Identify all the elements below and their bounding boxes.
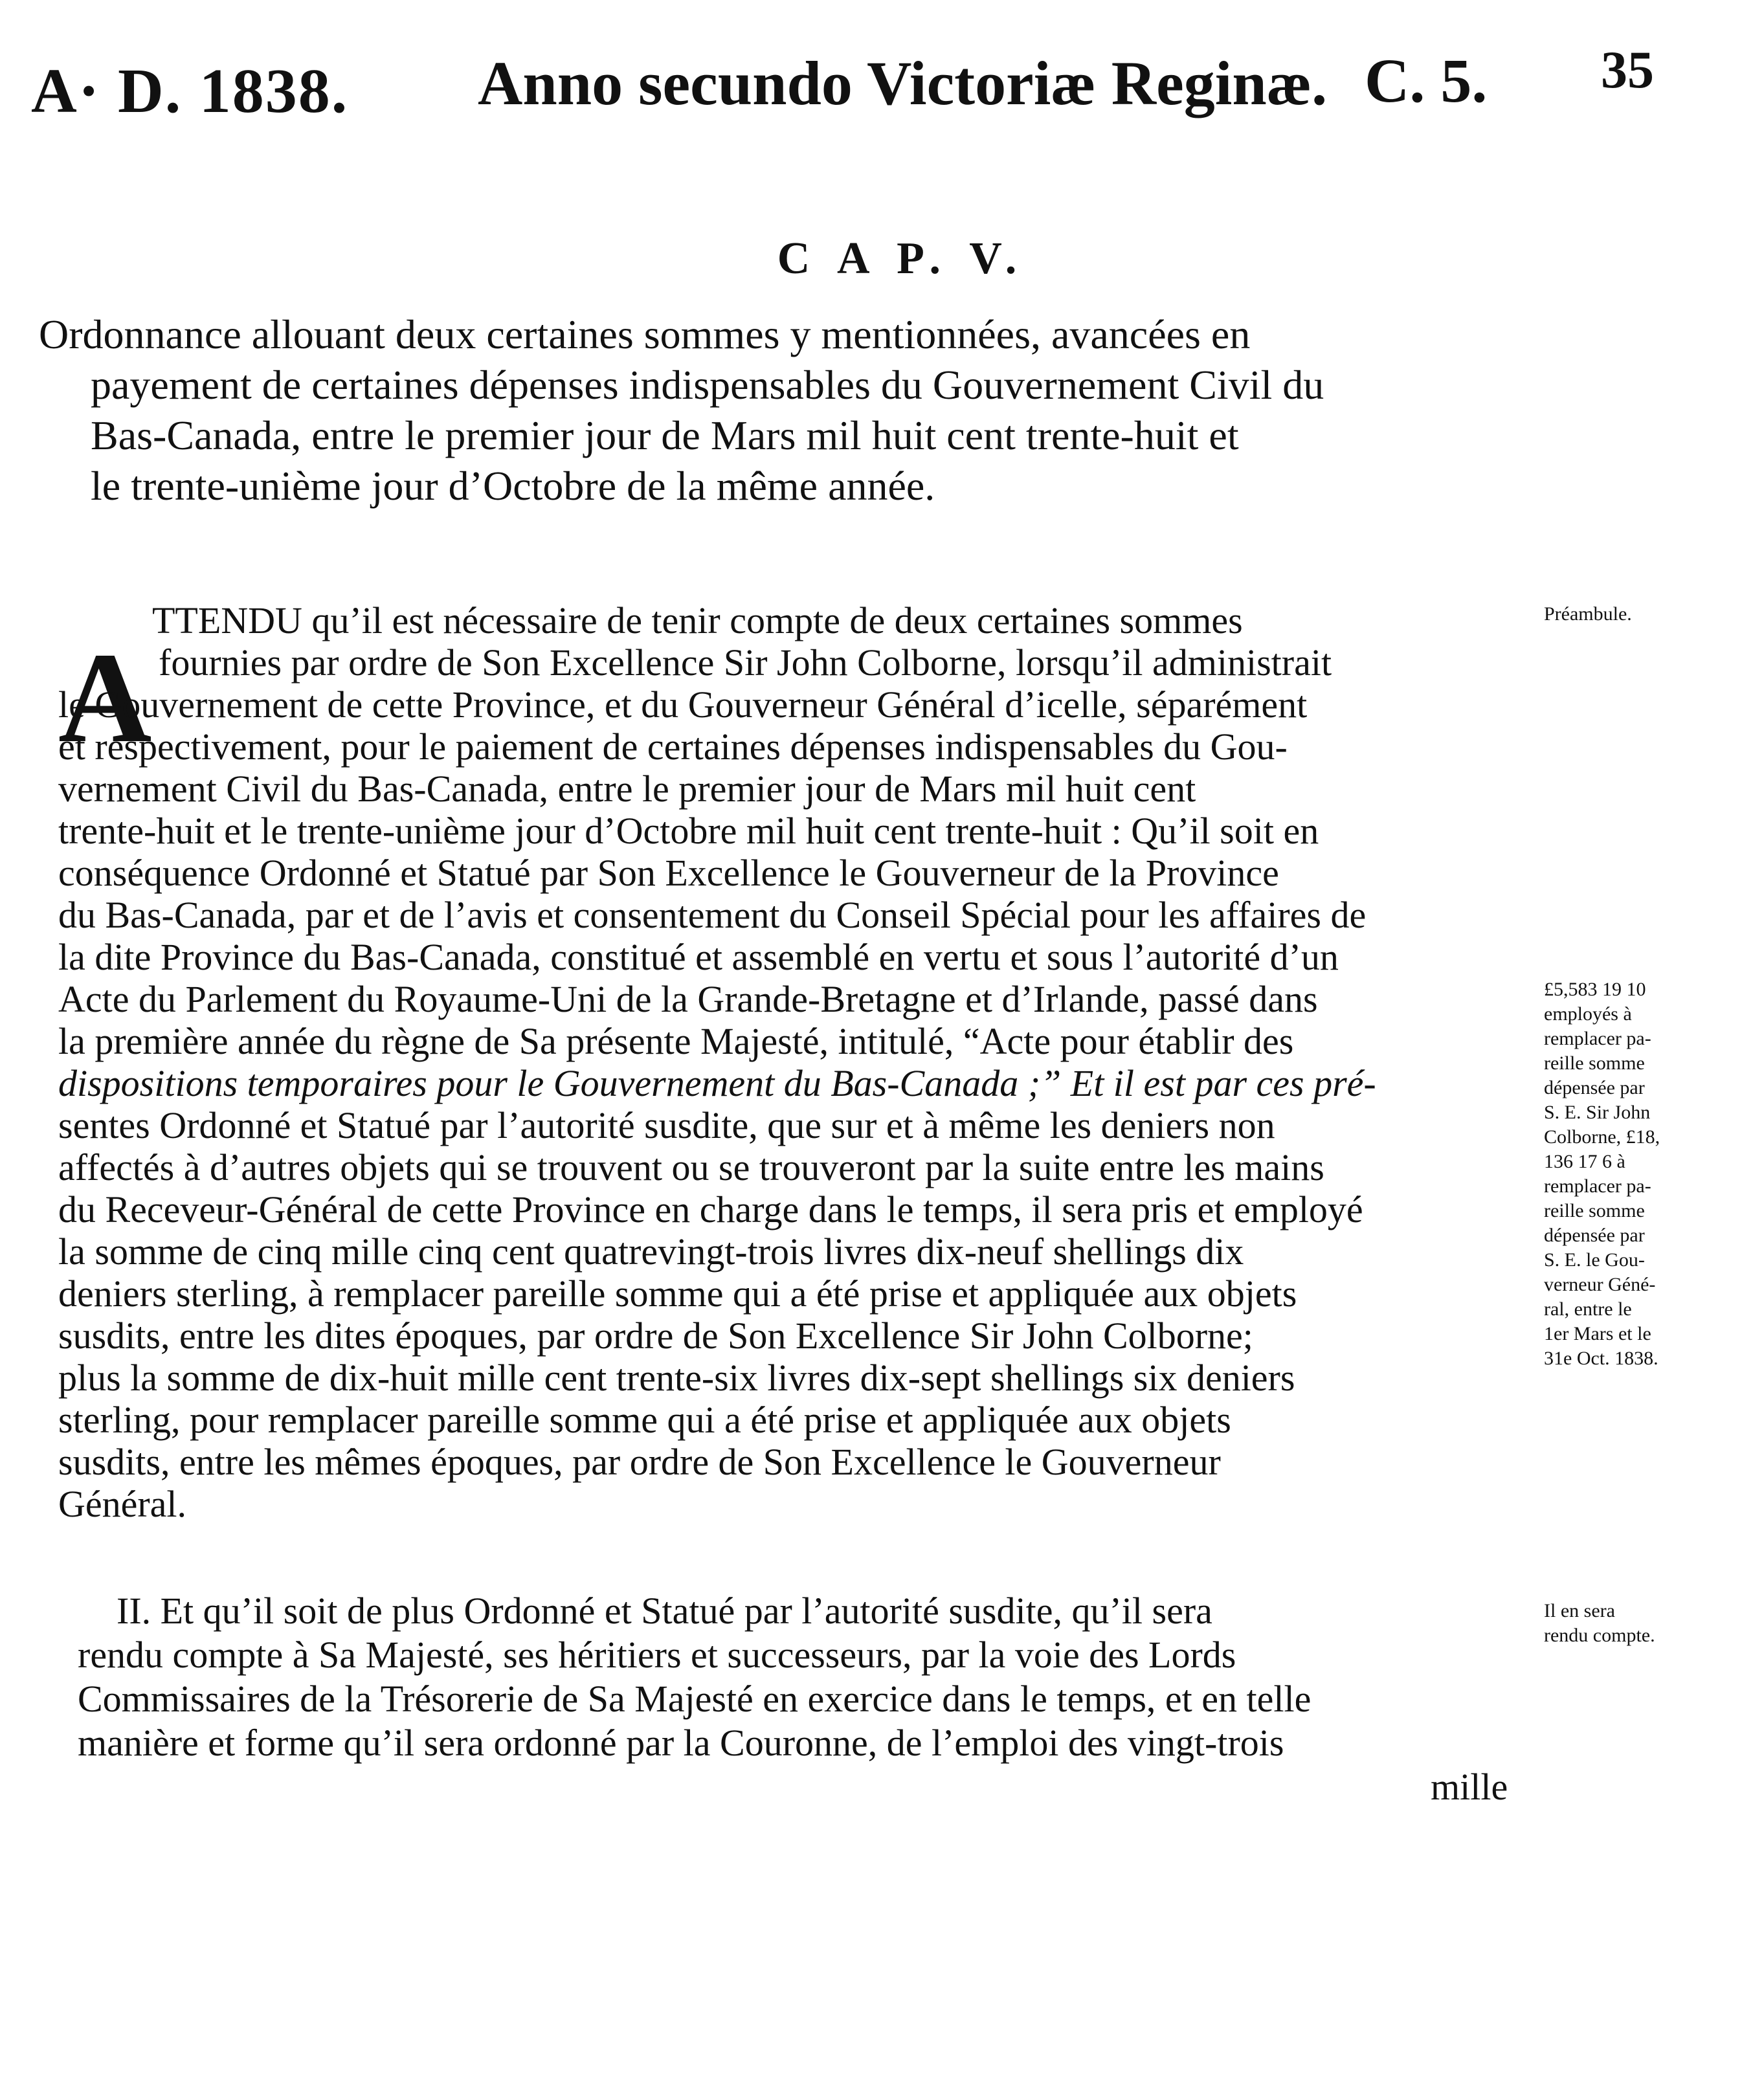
body-line: du Bas-Canada, par et de l’avis et consentement du Conseil Spécial pour les affaires de — [58, 894, 1367, 936]
body-line: plus la somme de dix-huit mille cent trente-six livres dix-sept shellings six deniers — [58, 1357, 1295, 1399]
marginal-note-line: remplacer pa- — [1544, 1175, 1651, 1197]
body-line: la somme de cinq mille cinq cent quatrevingt-trois livres dix-neuf shellings dix — [58, 1230, 1244, 1273]
marginal-note-line: verneur Géné- — [1544, 1274, 1656, 1295]
body-line: susdits, entre les mêmes époques, par ordre de Son Excellence le Gouverneur — [58, 1441, 1221, 1483]
marginal-note-line: reille somme — [1544, 1200, 1645, 1221]
marginal-note-line: dépensée par — [1544, 1225, 1645, 1246]
body-line: et respectivement, pour le paiement de certaines dépenses indispensables du Gou- — [58, 726, 1288, 768]
body-line: Acte du Parlement du Royaume-Uni de la Grande-Bretagne et d’Irlande, passé dans — [58, 978, 1318, 1020]
marginal-note-line: 136 17 6 à — [1544, 1151, 1625, 1172]
page-number: 35 — [1601, 40, 1654, 99]
header-year: A· D. 1838. — [31, 56, 349, 126]
body-line: sterling, pour remplacer pareille somme qui a été prise et appliquée aux objets — [58, 1399, 1231, 1441]
marginal-note-line: 1er Mars et le — [1544, 1323, 1651, 1344]
header-chapter: C. 5. — [1365, 46, 1488, 115]
marginal-note-line: Préambule. — [1544, 603, 1632, 625]
body-line: du Receveur-Général de cette Province en charge dans le temps, il sera pris et employé — [58, 1188, 1363, 1230]
title-line: Ordonnance allouant deux certaines sommes y mentionnées, avancées en — [39, 311, 1251, 357]
marginal-note-line: rendu compte. — [1544, 1625, 1655, 1646]
title-line: le trente-unième jour d’Octobre de la même année. — [91, 463, 935, 509]
marginal-note-line: £5,583 19 10 — [1544, 979, 1646, 1000]
body-line: la dite Province du Bas-Canada, constitué et assemblé en vertu et sous l’autorité d’un — [58, 936, 1339, 978]
body-line: manière et forme qu’il sera ordonné par la Couronne, de l’emploi des vingt-trois — [78, 1722, 1284, 1764]
marginal-note-line: 31e Oct. 1838. — [1544, 1348, 1658, 1369]
body-line: TTENDU qu’il est nécessaire de tenir compte de deux certaines sommes — [152, 599, 1243, 641]
body-line: la première année du règne de Sa présente Majesté, intitulé, “Acte pour établir des — [58, 1020, 1294, 1062]
body-line: Commissaires de la Trésorerie de Sa Majesté en exercice dans le temps, et en telle — [78, 1678, 1312, 1720]
marginal-note-line: dépensée par — [1544, 1077, 1645, 1098]
marginal-note-line: Il en sera — [1544, 1600, 1615, 1621]
body-line: rendu compte à Sa Majesté, ses héritiers et successeurs, par la voie des Lords — [78, 1634, 1236, 1676]
body-line: vernement Civil du Bas-Canada, entre le premier jour de Mars mil huit cent — [58, 768, 1196, 810]
body-line: conséquence Ordonné et Statué par Son Excellence le Gouverneur de la Province — [58, 852, 1279, 894]
title-line: Bas-Canada, entre le premier jour de Mars mil huit cent trente-huit et — [91, 412, 1239, 458]
body-line: II. Et qu’il soit de plus Ordonné et Statué par l’autorité susdite, qu’il sera — [117, 1590, 1212, 1632]
marginal-note-sums — [1544, 977, 1725, 1371]
marginal-note-line: S. E. Sir John — [1544, 1102, 1651, 1123]
marginal-note-line: S. E. le Gou- — [1544, 1249, 1645, 1271]
body-line: le Gouvernement de cette Province, et du Gouverneur Général d’icelle, séparément — [58, 684, 1308, 726]
body-line: dispositions temporaires pour le Gouvernement du Bas-Canada ;” Et il est par ces pré- — [58, 1062, 1376, 1104]
running-header — [31, 36, 1688, 133]
body-line: susdits, entre les dites époques, par ordre de Son Excellence Sir John Colborne; — [58, 1315, 1253, 1357]
catchword: mille — [1431, 1766, 1508, 1808]
body-line: fournies par ordre de Son Excellence Sir John Colborne, lorsqu’il administrait — [159, 641, 1332, 684]
title-line: payement de certaines dépenses indispensables du Gouvernement Civil du — [91, 362, 1324, 408]
header-reign: Anno secundo Victoriæ Reginæ. — [478, 49, 1328, 118]
chapter-heading: C A P. V. — [777, 234, 1026, 284]
body-line: Général. — [58, 1483, 187, 1525]
marginal-note-line: Colborne, £18, — [1544, 1126, 1660, 1148]
body-line: trente-huit et le trente-unième jour d’Octobre mil huit cent trente-huit : Qu’il soit en — [58, 810, 1319, 852]
body-line: sentes Ordonné et Statué par l’autorité susdite, que sur et à même les deniers non — [58, 1104, 1275, 1146]
drop-cap: A — [58, 627, 152, 770]
marginal-note-line: ral, entre le — [1544, 1298, 1632, 1320]
marginal-note-line: employés à — [1544, 1003, 1632, 1025]
body-line: affectés à d’autres objets qui se trouvent ou se trouveront par la suite entre les mains — [58, 1146, 1324, 1188]
marginal-note-preamble — [1544, 602, 1725, 627]
body-line: deniers sterling, à remplacer pareille somme qui a été prise et appliquée aux objets — [58, 1273, 1297, 1315]
marginal-note-line: reille somme — [1544, 1052, 1645, 1074]
marginal-note-line: remplacer pa- — [1544, 1028, 1651, 1049]
marginal-note-accounting — [1544, 1599, 1725, 1648]
